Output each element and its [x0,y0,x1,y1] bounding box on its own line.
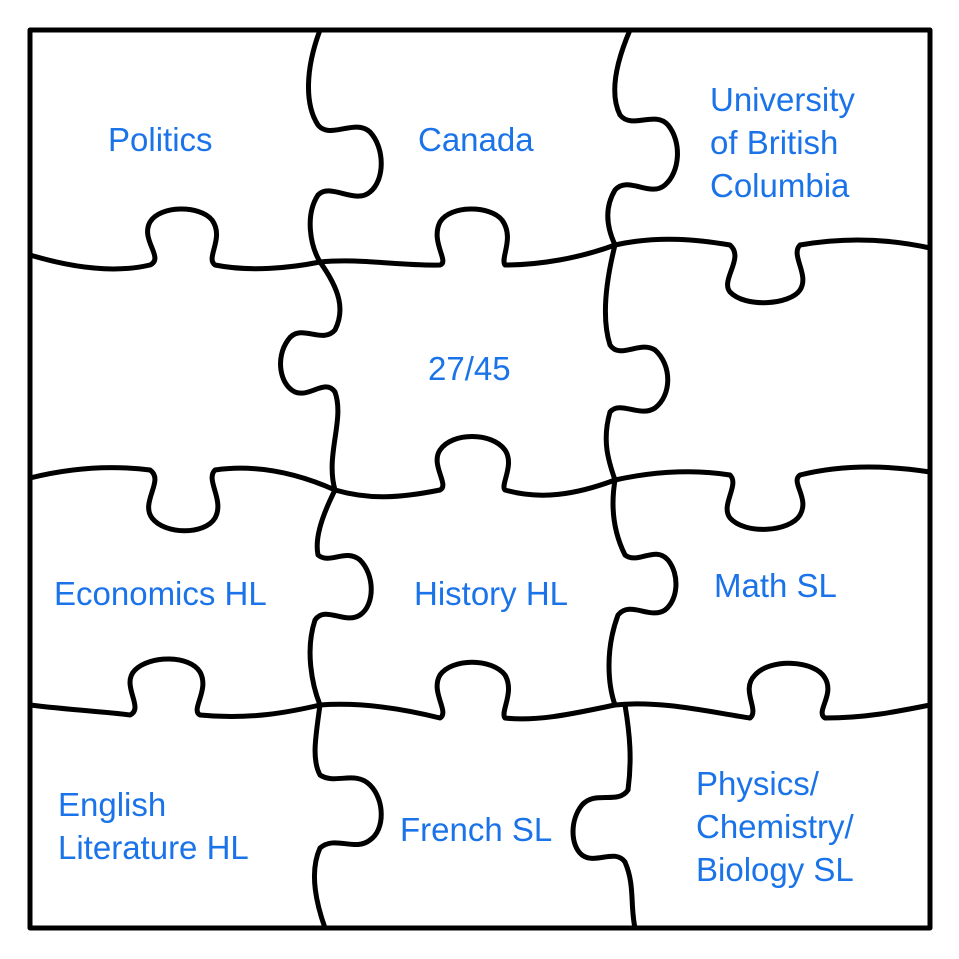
piece-label-politics [108,118,213,161]
university-line-1: University [710,81,855,118]
vertical-seam-2-bottom [573,705,635,928]
vertical-seam-2-lower [609,480,676,705]
history-text: History HL [414,575,569,612]
piece-label-math [714,564,837,607]
piece-label-english [58,783,249,869]
english-line-2: Literature HL [58,829,249,866]
piece-label-sciences [696,762,854,891]
piece-label-university [710,78,855,207]
economics-text: Economics HL [54,575,267,612]
canada-text: Canada [418,121,534,158]
vertical-seam-2-top [608,30,678,245]
vertical-seam-1-bottom [315,705,382,928]
piece-label-history [414,572,568,615]
piece-label-economics [54,572,267,615]
horizontal-seam-3 [30,659,930,719]
horizontal-seam-2 [30,437,930,531]
french-text: French SL [400,811,553,848]
horizontal-seam-1 [30,209,930,303]
vertical-seam-1-middle [281,262,340,490]
score-text: 27/45 [428,350,511,387]
piece-label-french [400,808,552,851]
politics-text: Politics [108,121,213,158]
university-line-2: of British [710,124,839,161]
vertical-seam-1-lower [310,490,371,705]
english-line-1: English [58,786,167,823]
math-text: Math SL [714,567,837,604]
sciences-line-1: Physics/ [696,765,819,802]
piece-label-score [428,347,511,390]
vertical-seam-1-top [308,30,381,262]
vertical-seam-2-middle [605,245,667,480]
piece-label-canada [418,118,534,161]
university-line-3: Columbia [710,167,850,204]
sciences-line-3: Biology SL [696,851,854,888]
sciences-line-2: Chemistry/ [696,808,854,845]
